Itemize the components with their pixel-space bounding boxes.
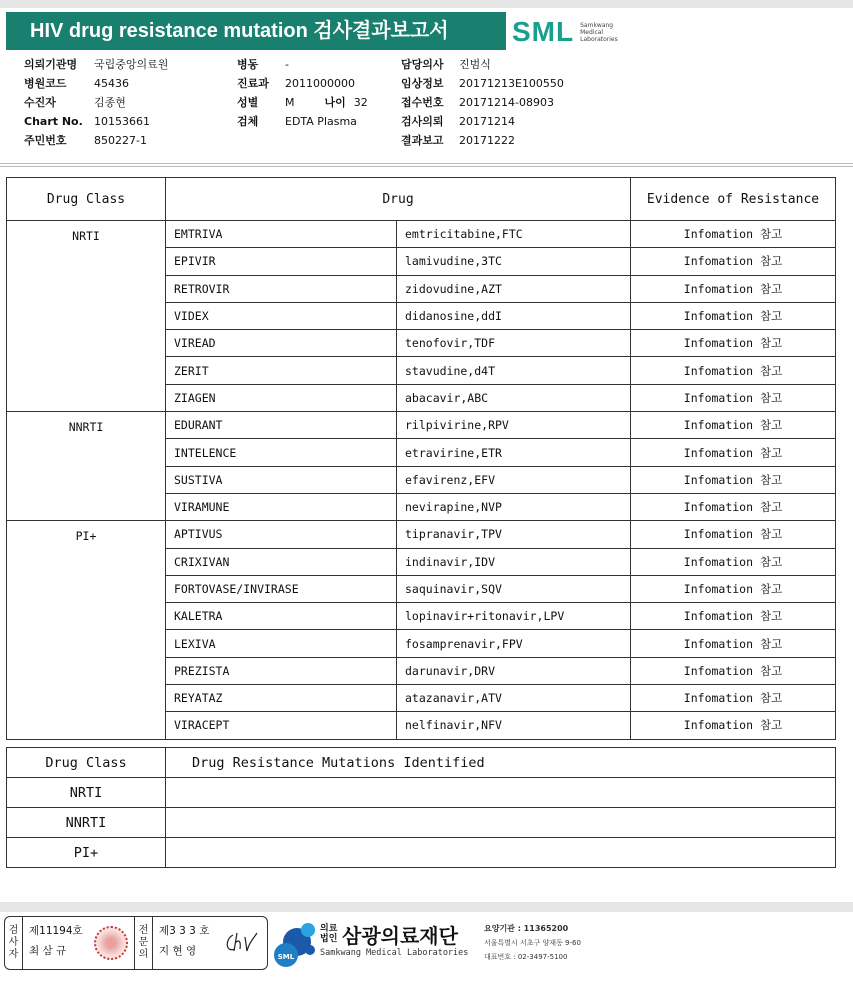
resistance-table-body [7, 221, 836, 740]
sml-logo [512, 16, 618, 48]
info-row-physician [401, 55, 564, 74]
info-value: 20171214 [459, 115, 515, 128]
drug-evidence-cell: Infomation 참고 [631, 603, 836, 630]
org-logo-word: SML [277, 953, 295, 961]
org-prefix [320, 924, 337, 944]
drug-brand-cell: ZERIT [166, 357, 397, 384]
drug-row [7, 412, 836, 439]
report-title: HIV drug resistance mutation 검사결과보고서 [6, 12, 506, 50]
info-row-patient [24, 93, 168, 112]
info-value: 국립중앙의료원 [94, 58, 169, 71]
mutation-row-pi [7, 838, 836, 868]
role-char: 문 [138, 937, 149, 948]
info-value: EDTA Plasma [285, 115, 357, 128]
resistance-table [6, 177, 836, 740]
signer-license: 제11194호 [29, 925, 83, 937]
drug-generic-cell: indinavir,IDV [397, 548, 631, 575]
info-label: 임상정보 [401, 77, 444, 90]
org-prefix-line: 법인 [320, 934, 338, 944]
drug-evidence-cell: Infomation 참고 [631, 384, 836, 411]
drug-generic-cell: tenofovir,TDF [397, 330, 631, 357]
resistance-table-header [7, 178, 836, 221]
drug-evidence-cell: Infomation 참고 [631, 657, 836, 684]
mutation-row-nnrti [7, 808, 836, 838]
info-label: 접수번호 [401, 96, 444, 109]
header-drug: Drug [166, 178, 631, 221]
drug-class-cell: PI+ [7, 521, 166, 739]
info-value: 20171213E100550 [459, 77, 564, 90]
info-label: 병동 [237, 58, 259, 71]
info-value: 진범식 [459, 58, 491, 71]
drug-brand-cell: VIRACEPT [166, 712, 397, 739]
info-value: 45436 [94, 77, 129, 90]
organization-block [272, 918, 602, 968]
patient-info-col3 [401, 55, 564, 150]
drug-brand-cell: VIRAMUNE [166, 493, 397, 520]
drug-evidence-cell: Infomation 참고 [631, 275, 836, 302]
signature-icon [223, 929, 259, 957]
info-row-id-number [24, 131, 168, 150]
logo-sub-line: Laboratories [580, 35, 618, 43]
drug-evidence-cell: Infomation 참고 [631, 330, 836, 357]
header-divider [0, 163, 853, 164]
drug-brand-cell: VIDEX [166, 302, 397, 329]
info-value: 10153661 [94, 115, 150, 128]
info-row-department [237, 74, 368, 93]
drug-generic-cell: emtricitabine,FTC [397, 221, 631, 248]
drug-generic-cell: didanosine,ddI [397, 302, 631, 329]
drug-brand-cell: EPIVIR [166, 248, 397, 275]
drug-class-cell: NNRTI [7, 412, 166, 521]
info-value: 20171214-08903 [459, 96, 554, 109]
drug-evidence-cell: Infomation 참고 [631, 248, 836, 275]
drug-evidence-cell: Infomation 참고 [631, 685, 836, 712]
patient-info-col2 [237, 55, 368, 131]
sml-logo-word: SML [512, 16, 575, 47]
drug-brand-cell: EDURANT [166, 412, 397, 439]
signer-name: 지 현 영 [159, 945, 197, 957]
seal-stamp-icon [94, 926, 128, 960]
header-evidence: Evidence of Resistance [631, 178, 836, 221]
drug-brand-cell: EMTRIVA [166, 221, 397, 248]
info-value: 2011000000 [285, 77, 355, 90]
sml-logo-subtitle [580, 22, 618, 43]
footer-strip [0, 902, 853, 912]
role-char: 자 [8, 949, 19, 960]
signer-examiner [23, 917, 135, 969]
mutation-class: NRTI [7, 778, 166, 808]
info-label: 병원코드 [24, 77, 67, 90]
drug-class-cell: NRTI [7, 221, 166, 412]
drug-evidence-cell: Infomation 참고 [631, 575, 836, 602]
info-value: 20171222 [459, 134, 515, 147]
org-logo-icon [272, 918, 318, 968]
info-row-receipt-no [401, 93, 564, 112]
drug-brand-cell: ZIAGEN [166, 384, 397, 411]
info-row-ward [237, 55, 368, 74]
info-label: 수진자 [24, 96, 56, 109]
mutation-class: NNRTI [7, 808, 166, 838]
drug-brand-cell: SUSTIVA [166, 466, 397, 493]
signer-specialist [153, 917, 267, 969]
signature-box [4, 916, 268, 970]
info-row-sex-age [237, 93, 368, 112]
patient-info-col1 [24, 55, 168, 150]
drug-evidence-cell: Infomation 참고 [631, 221, 836, 248]
info-row-specimen [237, 112, 368, 131]
signer-license: 제3 3 3 호 [159, 925, 210, 937]
signer-role-specialist [135, 917, 153, 969]
drug-generic-cell: efavirenz,EFV [397, 466, 631, 493]
drug-brand-cell: KALETRA [166, 603, 397, 630]
drug-generic-cell: saquinavir,SQV [397, 575, 631, 602]
drug-generic-cell: abacavir,ABC [397, 384, 631, 411]
info-value: 김종현 [94, 96, 126, 109]
drug-evidence-cell: Infomation 참고 [631, 521, 836, 548]
age-value: 32 [353, 96, 368, 109]
org-details [484, 922, 581, 964]
logo-sub-line: Medical [580, 28, 604, 36]
drug-generic-cell: lamivudine,3TC [397, 248, 631, 275]
drug-evidence-cell: Infomation 참고 [631, 493, 836, 520]
mutation-table [6, 747, 836, 868]
mutation-value [166, 778, 836, 808]
header-divider [0, 166, 853, 167]
org-address: 서울특별시 서초구 양재동 9-60 [484, 939, 581, 947]
info-value: 850227-1 [94, 134, 147, 147]
info-label: 성별 [237, 96, 259, 109]
drug-generic-cell: fosamprenavir,FPV [397, 630, 631, 657]
mutation-header-mutations: Drug Resistance Mutations Identified [166, 748, 836, 778]
drug-brand-cell: RETROVIR [166, 275, 397, 302]
drug-generic-cell: stavudine,d4T [397, 357, 631, 384]
role-char: 검 [8, 925, 19, 936]
info-label: 의뢰기관명 [24, 58, 78, 71]
drug-evidence-cell: Infomation 참고 [631, 302, 836, 329]
info-row-chart-no [24, 112, 168, 131]
drug-row [7, 521, 836, 548]
age-label: 나이 [324, 96, 346, 109]
info-row-report-date [401, 131, 564, 150]
role-char: 사 [8, 937, 19, 948]
info-row-clinical-info [401, 74, 564, 93]
drug-generic-cell: atazanavir,ATV [397, 685, 631, 712]
drug-brand-cell: REYATAZ [166, 685, 397, 712]
drug-evidence-cell: Infomation 참고 [631, 412, 836, 439]
drug-generic-cell: zidovudine,AZT [397, 275, 631, 302]
mutation-class: PI+ [7, 838, 166, 868]
org-name: 삼광의료재단 [342, 926, 458, 948]
info-label: 검체 [237, 115, 259, 128]
info-value: - [285, 58, 289, 71]
mutation-value [166, 838, 836, 868]
info-value: M [285, 96, 295, 109]
drug-generic-cell: nelfinavir,NFV [397, 712, 631, 739]
drug-brand-cell: LEXIVA [166, 630, 397, 657]
drug-evidence-cell: Infomation 참고 [631, 466, 836, 493]
drug-brand-cell: INTELENCE [166, 439, 397, 466]
drug-brand-cell: APTIVUS [166, 521, 397, 548]
header-drug-class: Drug Class [7, 178, 166, 221]
signer-role-examiner [5, 917, 23, 969]
drug-generic-cell: nevirapine,NVP [397, 493, 631, 520]
drug-generic-cell: tipranavir,TPV [397, 521, 631, 548]
info-label: 검사의뢰 [401, 115, 444, 128]
org-prefix-line: 의료 [320, 924, 338, 934]
drug-brand-cell: CRIXIVAN [166, 548, 397, 575]
drug-evidence-cell: Infomation 참고 [631, 712, 836, 739]
mutation-header-drug-class: Drug Class [7, 748, 166, 778]
mutation-value [166, 808, 836, 838]
signer-name: 최 삼 규 [29, 945, 67, 957]
drug-evidence-cell: Infomation 참고 [631, 630, 836, 657]
info-row-request-date [401, 112, 564, 131]
top-strip [0, 0, 853, 8]
drug-brand-cell: FORTOVASE/INVIRASE [166, 575, 397, 602]
drug-generic-cell: lopinavir+ritonavir,LPV [397, 603, 631, 630]
drug-brand-cell: VIREAD [166, 330, 397, 357]
info-label: 담당의사 [401, 58, 444, 71]
drug-brand-cell: PREZISTA [166, 657, 397, 684]
mutation-table-header [7, 748, 836, 778]
org-code: 요양기관 : 11365200 [484, 924, 569, 933]
drug-row [7, 221, 836, 248]
drug-evidence-cell: Infomation 참고 [631, 548, 836, 575]
role-char: 전 [138, 925, 149, 936]
org-english-name: Samkwang Medical Laboratories [320, 948, 469, 958]
mutation-row-nrti [7, 778, 836, 808]
logo-sub-line: Samkwang [580, 21, 614, 29]
info-label: 주민번호 [24, 134, 67, 147]
info-label: 결과보고 [401, 134, 444, 147]
drug-generic-cell: etravirine,ETR [397, 439, 631, 466]
info-label: 진료과 [237, 77, 269, 90]
info-row-hospital-code [24, 74, 168, 93]
drug-generic-cell: darunavir,DRV [397, 657, 631, 684]
drug-evidence-cell: Infomation 참고 [631, 439, 836, 466]
info-label: Chart No. [24, 115, 83, 128]
drug-evidence-cell: Infomation 참고 [631, 357, 836, 384]
drug-generic-cell: rilpivirine,RPV [397, 412, 631, 439]
role-char: 의 [138, 949, 149, 960]
org-phone: 대표번호 : 02-3497-5100 [484, 953, 568, 961]
info-row-institution [24, 55, 168, 74]
